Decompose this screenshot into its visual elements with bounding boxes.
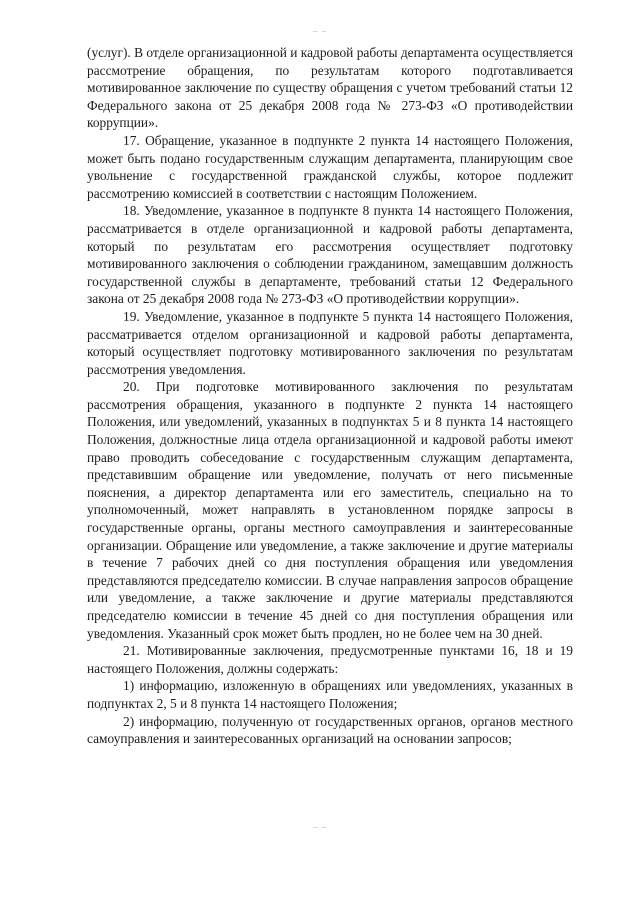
- paragraph-21: 21. Мотивированные заключения, предусмотренные пунктами 16, 18 и 19 настоящего Положения, должны содержать:: [87, 643, 573, 676]
- document-body: [87, 44, 573, 748]
- paragraph-20: 20. При подготовке мотивированного заключения по результатам рассмотрения обращения, указанного в подпункте 2 пункта 14 настоящего Положения, или уведомлений, указанных в подпунктах 5 и 8 пункта 14 настоящего Положения, должностные лица отдела организационной и кадровой работы имеют право проводить собеседование с государственным служащим департамента, представившим обращение или уведомление, получать от него письменные пояснения, а директор департамента или его заместитель, специально на то уполномоченный, может направлять в установленном порядке запросы в государственные органы, органы местного самоуправления и заинтересованные организации. Обращение или уведомление, а также заключение и другие материалы в течение 7 рабочих дней со дня поступления обращения или уведомления представляются председателю комиссии. В случае направления запросов обращение или уведомление, а также заключение и другие материалы представляются председателю комиссии в течение 45 дней со дня поступления обращения или уведомления. Указанный срок может быть продлен, но не более чем на 30 дней.: [87, 379, 573, 641]
- paragraph-continuation: (услуг). В отделе организационной и кадровой работы департамента осуществляется рассмотрение обращения, по результатам которого подготавливается мотивированное заключение по существу обращения с учетом требований статьи 12 Федерального закона от 25 декабря 2008 года № 273-ФЗ «О противодействии коррупции».: [87, 45, 574, 131]
- paragraph-17: 17. Обращение, указанное в подпункте 2 пункта 14 настоящего Положения, может быть подано государственным служащим департамента, планирующим свое увольнение с государственной гражданской службы, которое подлежит рассмотрению комиссией в соответствии с настоящим Положением.: [87, 132, 573, 201]
- paragraph-21-item-1: 1) информацию, изложенную в обращениях или уведомлениях, указанных в подпунктах 2, 5 и 8 пункта 14 настоящего Положения;: [87, 678, 573, 711]
- page-bottom-mark: – –: [312, 822, 328, 832]
- page-top-mark: – –: [312, 26, 328, 36]
- paragraph-21-item-2: 2) информацию, полученную от государственных органов, органов местного самоуправления и заинтересованных организаций на основании запросов;: [87, 713, 573, 747]
- paragraph-18: 18. Уведомление, указанное в подпункте 8 пункта 14 настоящего Положения, рассматривается в отделе организационной и кадровой работы департамента, который по результатам его рассмотрения осуществляет подготовку мотивированного заключения о соблюдении гражданином, замещавшим должность государственной службы в департаменте, требований статьи 12 Федерального закона от 25 декабря 2008 года № 273-ФЗ «О противодействии коррупции».: [87, 203, 573, 307]
- paragraph-19: 19. Уведомление, указанное в подпункте 5 пункта 14 настоящего Положения, рассматривается отделом организационной и кадровой работы департамента, который осуществляет подготовку мотивированного заключения по результатам рассмотрения уведомления.: [87, 308, 573, 377]
